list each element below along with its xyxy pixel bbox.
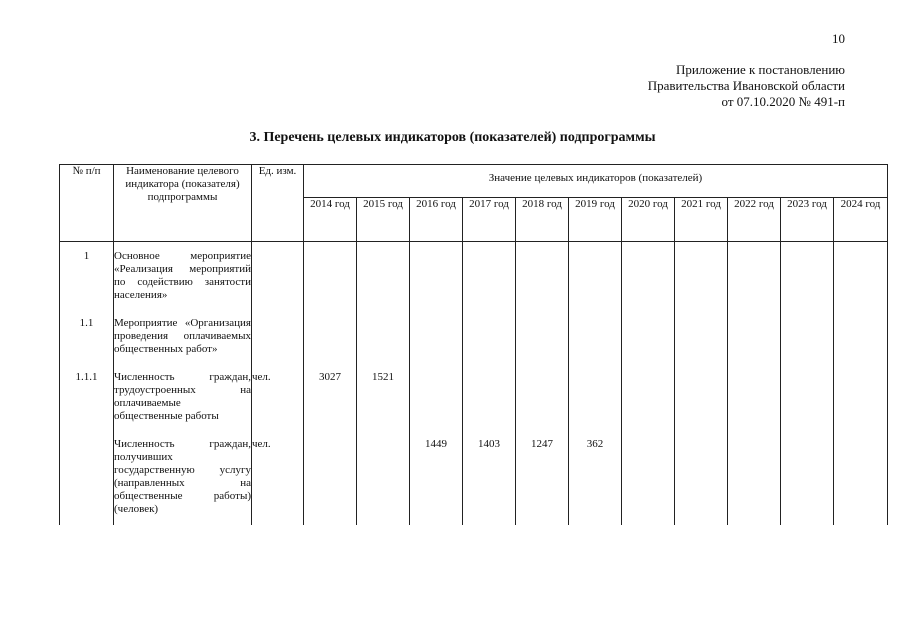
year-header: 2020 год: [622, 198, 675, 242]
year-header: 2023 год: [781, 198, 834, 242]
value-cell: [622, 242, 675, 312]
appendix-line-2: Правительства Ивановской области: [647, 78, 845, 93]
value-cell: 1449: [410, 432, 463, 525]
value-cell: [781, 432, 834, 525]
value-cell: [781, 311, 834, 365]
unit-cell: [252, 311, 304, 365]
value-cell: 3027: [304, 365, 357, 432]
table-row: [60, 242, 888, 312]
value-cell: [304, 432, 357, 525]
unit-cell: чел.: [252, 432, 304, 525]
value-cell: [622, 432, 675, 525]
value-cell: [834, 365, 888, 432]
year-header: 2022 год: [728, 198, 781, 242]
value-cell: [410, 242, 463, 312]
table-row: [60, 432, 888, 525]
value-cell: [357, 311, 410, 365]
value-cell: 1521: [357, 365, 410, 432]
table-body: [60, 242, 888, 526]
year-header: 2021 год: [675, 198, 728, 242]
value-cell: [410, 365, 463, 432]
value-cell: [728, 432, 781, 525]
value-cell: 1403: [463, 432, 516, 525]
row-number: 1.1.1: [60, 365, 114, 432]
row-number: 1.1: [60, 311, 114, 365]
row-number: [60, 432, 114, 525]
indicator-name: Численность граждан, трудоустроенных на оплачиваемые общественные работы: [114, 365, 252, 432]
value-cell: [728, 365, 781, 432]
value-cell: 1247: [516, 432, 569, 525]
value-cell: [516, 365, 569, 432]
year-header: 2015 год: [357, 198, 410, 242]
value-cell: [463, 311, 516, 365]
value-cell: [569, 242, 622, 312]
value-cell: [781, 365, 834, 432]
value-cell: [834, 311, 888, 365]
value-cell: [304, 311, 357, 365]
value-cell: [728, 242, 781, 312]
appendix-block: [648, 62, 845, 110]
year-header: 2018 год: [516, 198, 569, 242]
indicator-name: Численность граждан, получивших государственную услугу (направленных на общественные работы) (человек): [114, 432, 252, 525]
year-header: 2014 год: [304, 198, 357, 242]
indicators-table: [59, 164, 888, 525]
value-cell: [622, 365, 675, 432]
appendix-line-3: от 07.10.2020 № 491-п: [721, 94, 845, 109]
unit-cell: [252, 242, 304, 312]
header-unit: Ед. изм.: [252, 165, 304, 242]
value-cell: [675, 365, 728, 432]
value-cell: [516, 311, 569, 365]
page-number: 10: [832, 31, 845, 46]
value-cell: [410, 311, 463, 365]
value-cell: [834, 242, 888, 312]
page-title: 3. Перечень целевых индикаторов (показателей) подпрограммы: [249, 130, 656, 145]
value-cell: [463, 365, 516, 432]
year-header: 2016 год: [410, 198, 463, 242]
value-cell: 362: [569, 432, 622, 525]
header-values-group: Значение целевых индикаторов (показателей): [304, 165, 888, 198]
value-cell: [675, 432, 728, 525]
value-cell: [728, 311, 781, 365]
indicator-name: Мероприятие «Организация проведения оплачиваемых общественных работ»: [114, 311, 252, 365]
value-cell: [834, 432, 888, 525]
row-number: 1: [60, 242, 114, 312]
value-cell: [357, 242, 410, 312]
value-cell: [675, 242, 728, 312]
year-header: 2019 год: [569, 198, 622, 242]
value-cell: [675, 311, 728, 365]
table-row: [60, 365, 888, 432]
indicator-name: Основное мероприятие «Реализация мероприятий по содействию занятости населения»: [114, 242, 252, 312]
appendix-line-1: Приложение к постановлению: [675, 62, 845, 77]
header-num: № п/п: [60, 165, 114, 242]
value-cell: [569, 365, 622, 432]
value-cell: [781, 242, 834, 312]
unit-cell: чел.: [252, 365, 304, 432]
table-row: [60, 311, 888, 365]
value-cell: [516, 242, 569, 312]
value-cell: [357, 432, 410, 525]
value-cell: [463, 242, 516, 312]
value-cell: [622, 311, 675, 365]
header-name: Наименование целевого индикатора (показателя) подпрограммы: [114, 165, 252, 242]
year-header: 2024 год: [834, 198, 888, 242]
value-cell: [569, 311, 622, 365]
year-header: 2017 год: [463, 198, 516, 242]
value-cell: [304, 242, 357, 312]
